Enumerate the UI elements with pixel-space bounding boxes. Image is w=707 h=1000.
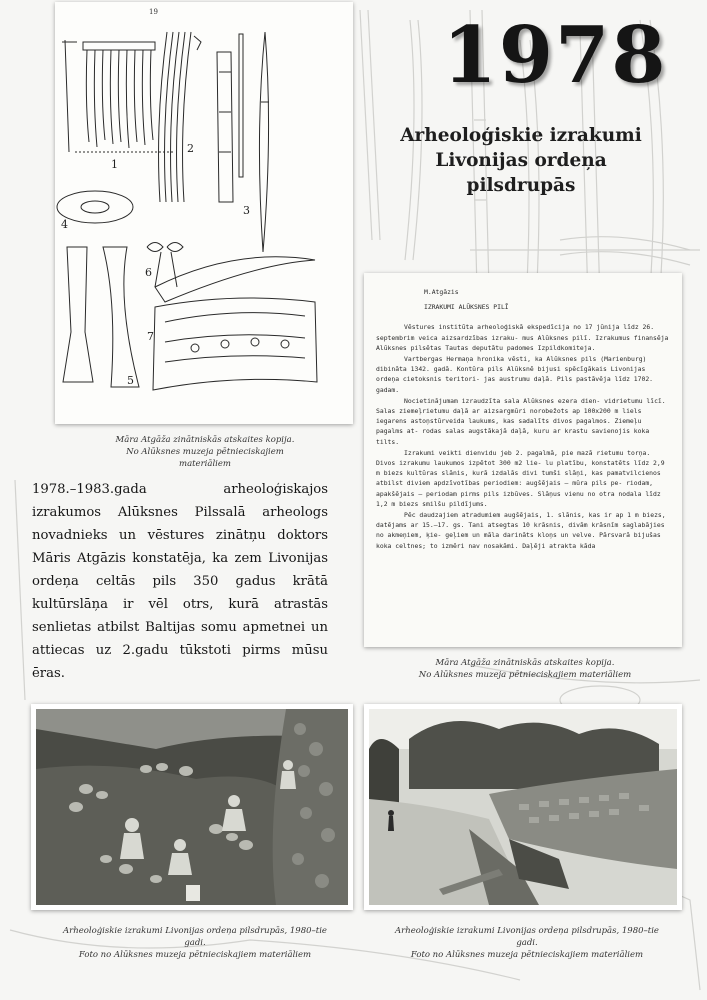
body-paragraph: 1978.–1983.gada arheoloģiskajos izrakumos Alūksnes Pilssalā arheologs novadnieks un vēstures zinātņu doktors Māris Atgāzis konstatēja, ka zem Livonijas ordeņa celtās pils 350 gadus krātā kultūrslāņa ir vēl otrs, kurā atrastās senlietas atbilst Baltijas somu apmetnei un attiecas uz 2.gadu tūkstoti pirms mūsu ēras. <box>32 482 328 681</box>
figure-number: 4 <box>61 218 68 231</box>
title-line: Livonijas ordeņa <box>435 150 607 171</box>
figure-number: 2 <box>187 142 194 155</box>
year-heading: 1978 <box>442 10 668 101</box>
title-line: Arheoloģiskie izrakumi <box>400 125 642 146</box>
typescript-paragraph: Izrakumi veikti dienvidu jeb 2. pagalmā, pie mazā rietumu torņa. Divos izrakumu laukumos izpētot 300 m2 lie- lu platību, konstatēts līdz 2,9 m biezs kultūras slānis, kurā izdalās divi tumši slāņi, kas pamatvilcienos atbilst diviem apdzīvotības periodiem: augšējais – mūra pils pe- riodam, apakšējais – periodam pirms pils izbūves. Slāņus vienu no otra nodala līdz 1,2 m biezs smilšu pildījums. <box>376 448 665 508</box>
caption-line: Māra Atgāža zinātniskās atskaites kopija. <box>435 658 615 668</box>
figure-number: 6 <box>145 266 152 279</box>
caption-line: Arheoloģiskie izrakumi Livonijas ordeņa pilsdrupās, 1980–tie gadi. <box>63 926 327 948</box>
photo-left-caption <box>60 925 330 961</box>
caption-line: Māra Atgāža zinātniskās atskaites kopija. <box>115 435 295 445</box>
artifact-drawing-sheet <box>55 2 353 424</box>
caption-line: Foto no Alūksnes muzeja pētnieciskajiem materiāliem <box>78 950 312 960</box>
caption-line: No Alūksnes muzeja pētnieciskajiem materiāliem <box>126 447 284 469</box>
excavation-photo-left <box>31 704 353 910</box>
typescript-author: M.Atgāzis <box>424 288 459 296</box>
caption-line: Foto no Alūksnes muzeja pētnieciskajiem materiāliem <box>410 950 644 960</box>
typescript-paragraph: Vartbergas Hermaņa hronika vēsti, ka Alūksnes pils (Marienburg) dibināta 1342. gadā. Kontūra pils Alūksnē bijusi spēcīgākais Livonijas ordeņa cietoksnis teritori- jas austrumu daļā. Pils pastāvēja līdz 1702. gadam. <box>376 355 654 394</box>
caption-line: Arheoloģiskie izrakumi Livonijas ordeņa pilsdrupās, 1980–tie gadi. <box>395 926 659 948</box>
typescript-caption <box>410 657 640 681</box>
figure-number: 7 <box>147 330 154 343</box>
typescript-paragraph: Vēstures institūta arheoloģiskā ekspedīcija no 17 jūnija līdz 26. septembrim veica aizsardzības izraku- mus Alūksnes pilī. Izrakumus finansēja Alūksnes pilsētas Tautas deputātu padomes Izpildkomiteja. <box>376 323 669 352</box>
figure-number: 1 <box>111 158 118 171</box>
figure-number: 3 <box>243 204 250 217</box>
excavation-photo-image <box>36 709 348 905</box>
photo-right-caption <box>392 925 662 961</box>
drawing-page-number: 19 <box>149 8 158 16</box>
typescript-heading: IZRAKUMI ALŪKSNES PILĪ <box>424 303 509 312</box>
drawing-caption <box>100 434 310 470</box>
typescript-paragraph: Nocietinājumam izraudzīta sala Alūksnes ezera dien- vidrietumu līcī. Salas ziemeļrietumu daļā ar aizsargmūri norobežots ap 100x200 m liels iegarens astoņstūrveida laukums, kas sadalīts divos pagalmos. Ziemeļu pagalms at- rodas salas augstākajā daļā, kuru ar krastu savienojis koka tilts. <box>376 396 666 446</box>
page-title <box>358 123 684 198</box>
figure-number: 5 <box>127 374 134 387</box>
title-line: pilsdrupās <box>466 175 576 196</box>
caption-line: No Alūksnes muzeja pētnieciskajiem materiāliem <box>418 670 632 680</box>
typescript-paragraph: Pēc daudzajiem atradumiem augšējais, 1. slānis, kas ir ap 1 m biezs, datējams ar 15.–17. gs. Tani atsegtas 10 krāsnis, divām krāsnīm saglabājies no akmeņiem, ķie- geļiem un māla darināts kloņs un velve. Pārsvarā bijušas koka celtnes; to izmēri nav nosakāmi. Daļēji atrakta kāda <box>376 511 666 550</box>
castle-ruins-photo-image <box>369 709 677 905</box>
typescript-report <box>364 273 682 647</box>
artifact-drawing <box>55 2 353 424</box>
excavation-photo-right <box>364 704 682 910</box>
